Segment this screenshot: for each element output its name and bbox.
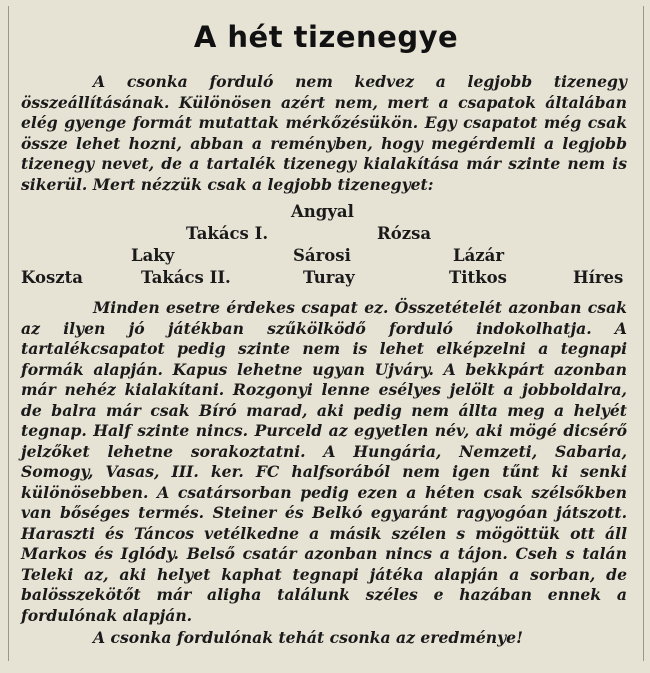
lineup-goalkeeper: Angyal [291,202,354,221]
lineup-forward-2: Takács II. [141,268,231,287]
intro-paragraph: A csonka forduló nem kedvez a legjobb tizenegy összeállításának. Különösen azért nem, mert a csapatok általában elég gyenge formát mutattak mérkőzésükön. Egy csapatot még csak össze lehet hozni, abban a reményben, hogy megérdemli a legjobb tizenegy nevet, de a tartalék tizenegy kialakítása már szinte nem is sikerül. Mert nézzük csak a legjobb tizenegyet: [21,72,627,194]
lineup-half-left: Lázár [453,246,505,265]
article-title: A hét tizenegye [193,20,459,54]
lineup-half-center: Sárosi [293,246,351,265]
lineup-forward-5: Híres [573,268,624,287]
lineup-forward-4: Titkos [449,268,507,287]
lineup-half-right: Laky [131,246,175,265]
lineup-forward-3: Turay [303,268,355,287]
team-lineup [9,202,643,292]
newspaper-clipping [8,6,644,661]
body-paragraph: Minden esetre érdekes csapat ez. Összetételét azonban csak az ilyen jó játékban szűkölködő forduló indokolhatja. A tartalékcsapatot pedig szinte nem is lehet elképzelni a tegnapi formák alapján. Kapus lehetne ugyan Ujváry. A bekkpárt azonban már nehéz kialakítani. Rozgonyi lenne esélyes jelölt a jobboldalra, de balra már csak Bíró marad, aki pedig nem állta meg a helyét tegnap. Half szinte nincs. Purceld az egyetlen név, aki mögé dicsérő jelzőket lehetne sorakoztatni. A Hungária, Nemzeti, Sabaria, Somogy, Vasas, III. ker. FC halfsorából nem igen tűnt ki senki különösebben. A csatársorban pedig ezen a héten csak szélsőkben van bőséges termés. Steiner és Belkó egyaránt ragyogóan játszott. Haraszti és Táncos vetélkedne a másik szélen s mögöttük ott áll Markos és Iglódy. Belső csatár azonban nincs a tájon. Cseh s talán Teleki az, aki helyet kaphat tegnapi játéka alapján a sorban, de balösszekötőt már aligha találunk széles e hazában ennek a fordulónak alapján. [21,298,627,625]
lineup-back-left: Rózsa [377,224,432,243]
lineup-forward-1: Koszta [21,268,83,287]
closing-paragraph: A csonka fordulónak tehát csonka az eredménye! [93,628,523,647]
lineup-back-right: Takács I. [186,224,269,243]
